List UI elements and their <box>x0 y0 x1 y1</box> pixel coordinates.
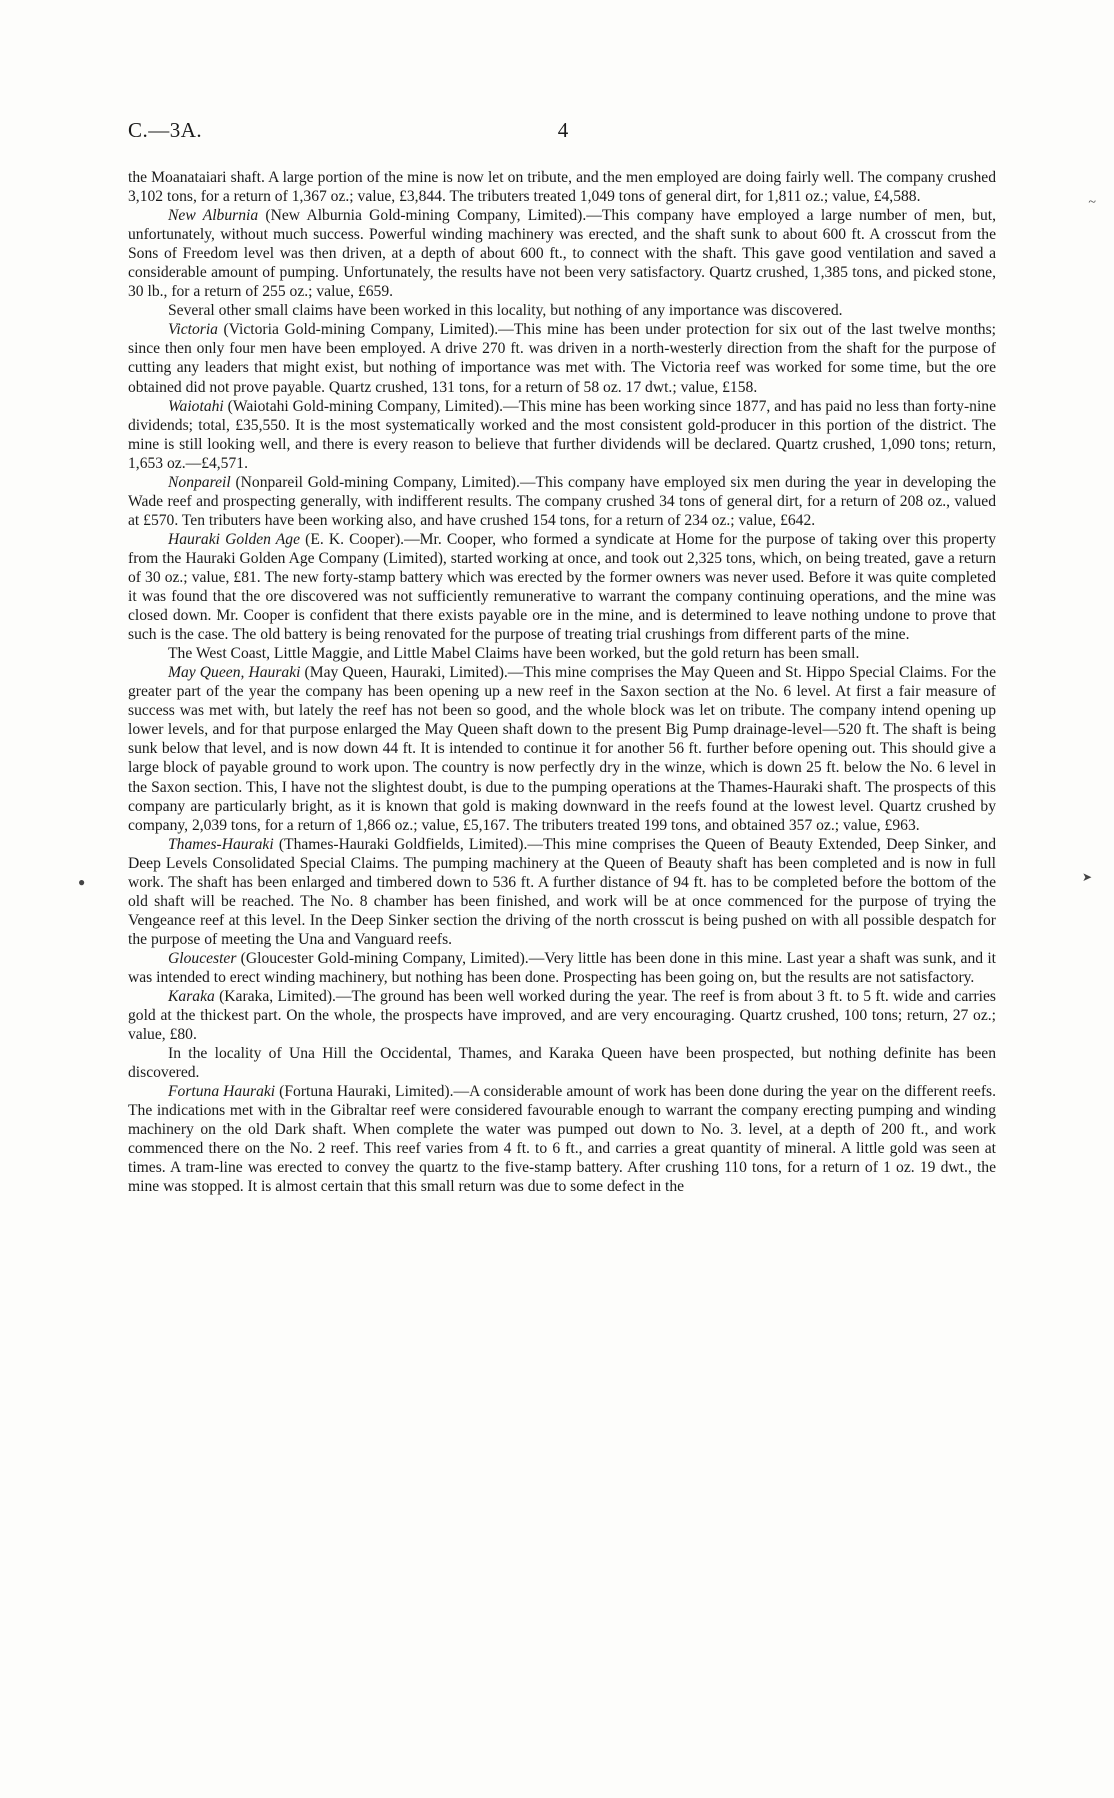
body-text <box>128 168 996 1197</box>
paragraph-gloucester: Gloucester (Gloucester Gold-mining Company, Limited).—Very little has been done in this mine. Last year a shaft was sunk, and it was intended to erect winding machinery, but nothing has been done. Prospecting has been going on, but the results are not satisfactory. <box>128 949 996 986</box>
page-header <box>128 118 998 148</box>
mine-name: Fortuna Hauraki <box>168 1083 276 1101</box>
paragraph-victoria: Victoria (Victoria Gold-mining Company, Limited).—This mine has been under protection for six out of the last twelve months; since then only four men have been employed. A drive 270 ft. was driven in a north-westerly direction from the shaft for the purpose of cutting any leaders that might exist, but nothing of importance was met with. The Victoria reef was worked for some time, but the ore obtained did not prove payable. Quartz crushed, 131 tons, for a return of 58 oz. 17 dwt.; value, £158. <box>128 321 996 396</box>
margin-dash-mark: ~ <box>1088 195 1096 210</box>
paragraph-west-coast: The West Coast, Little Maggie, and Little Mabel Claims have been worked, but the gold return has been small. <box>168 645 860 663</box>
paragraph-una-hill: In the locality of Una Hill the Occidental, Thames, and Karaka Queen have been prospected, but nothing definite has been discovered. <box>128 1045 996 1082</box>
paragraph-karaka: Karaka (Karaka, Limited).—The ground has been well worked during the year. The reef is from about 3 ft. to 5 ft. wide and carries gold at the thickest part. On the whole, the prospects have improved, and are very encouraging. Quartz crushed, 100 tons; return, 27 oz.; value, £80. <box>128 988 996 1044</box>
mine-name: Karaka <box>168 988 215 1006</box>
paragraph-nonpareil: Nonpareil (Nonpareil Gold-mining Company, Limited).—This company have employed six men during the year in developing the Wade reef and prospecting generally, with indifferent results. The company crushed 34 tons of general dirt, for a return of 208 oz., valued at £570. Ten tributers have been working also, and have crushed 154 tons, for a return of 234 oz.; value, £642. <box>128 473 996 529</box>
margin-arrow-mark: ➤ <box>1081 870 1092 884</box>
paragraph-hauraki-golden-age: Hauraki Golden Age (E. K. Cooper).—Mr. Cooper, who formed a syndicate at Home for the purpose of taking over this property from the Hauraki Golden Age Company (Limited), started working at once, and took out 2,325 tons, which, on being treated, gave a return of 30 oz.; value, £81. The new forty-stamp battery which was erected by the former owners was never used. Before it was quite completed it was found that the ore discovered was not sufficiently remunerative to warrant the company continuing operations, and the mine was closed down. Mr. Cooper is confident that there exists payable ore in the mine, and is determined to leave nothing undone to prove that such is the case. The old battery is being renovated for the purpose of treating trial crushings from different parts of the mine. <box>128 530 996 644</box>
margin-dot-mark: ● <box>78 875 86 889</box>
document-reference: C.—3A. <box>128 118 203 142</box>
paragraph-thames-hauraki: Thames-Hauraki (Thames-Hauraki Goldfields, Limited).—This mine comprises the Queen of Beauty Extended, Deep Sinker, and Deep Levels Consolidated Special Claims. The pumping machinery at the Queen of Beauty shaft has been completed and is now in full work. The shaft has been enlarged and timbered down to 536 ft. A further distance of 94 ft. has to be completed before the bottom of the old shaft will be reached. The No. 8 chamber has been finished, and work will be at once commenced for the purpose of trying the Vengeance reef at this level. In the Deep Sinker section the driving of the north crosscut is being pushed on with all possible despatch for the purpose of meeting the Una and Vanguard reefs. <box>128 835 996 948</box>
mine-name: Thames-Hauraki <box>168 835 274 853</box>
mine-name: Gloucester <box>168 949 237 967</box>
page-number: 4 <box>557 118 569 142</box>
mine-name: New Alburnia <box>168 207 259 225</box>
paragraph-small-claims: Several other small claims have been worked in this locality, but nothing of any importance was discovered. <box>168 302 843 320</box>
mine-name: Victoria <box>168 321 218 339</box>
mine-name: Waiotahi <box>168 397 224 415</box>
mine-name: Hauraki Golden Age <box>168 530 301 548</box>
mine-name: Nonpareil <box>168 473 231 491</box>
paragraph-waiotahi: Waiotahi (Waiotahi Gold-mining Company, Limited).—This mine has been working since 1877, and has paid no less than forty-nine dividends; total, £35,550. It is the most systematically worked and the most consistent gold-producer in this portion of the district. The mine is still looking well, and there is every reason to believe that further dividends will be declared. Quartz crushed, 1,090 tons; return, 1,653 oz.—£4,571. <box>128 397 996 472</box>
paragraph-moanataiari: the Moanataiari shaft. A large portion of the mine is now let on tribute, and the men employed are doing fairly well. The company crushed 3,102 tons, for a return of 1,367 oz.; value, £3,844. The tributers treated 1,049 tons of general dirt, for 1,811 oz.; value, £4,588. <box>128 169 996 206</box>
paragraph-fortuna-hauraki: Fortuna Hauraki (Fortuna Hauraki, Limited).—A considerable amount of work has been done during the year on the different reefs. The indications met with in the Gibraltar reef were considered favourable enough to warrant the company erecting pumping and winding machinery on the old Dark shaft. When complete the water was pumped out down to No. 3. level, at a depth of 200 ft., and work commenced there on the No. 2 reef. This reef varies from 4 ft. to 6 ft., and carries a great quantity of mineral. A little gold was seen at times. A tram-line was erected to convey the quartz to the five-stamp battery. After crushing 110 tons, for a return of 1 oz. 19 dwt., the mine was stopped. It is almost certain that this small return was due to some defect in the <box>128 1083 996 1196</box>
paragraph-new-alburnia: New Alburnia (New Alburnia Gold-mining Company, Limited).—This company have employed a large number of men, but, unfortunately, without much success. Powerful winding machinery was erected, and the shaft sunk to about 600 ft. A crosscut from the Sons of Freedom level was then driven, at a depth of about 600 ft., to connect with the shaft. This gave good ventilation and saved a considerable amount of pumping. Unfortunately, the results have not been very satisfactory. Quartz crushed, 1,385 tons, and picked stone, 30 lb., for a return of 255 oz.; value, £659. <box>128 207 996 301</box>
paragraph-may-queen: May Queen, Hauraki (May Queen, Hauraki, Limited).—This mine comprises the May Queen and St. Hippo Special Claims. For the greater part of the year the company has been opening up a new reef in the Saxon section at the No. 6 level. At first a fair measure of success was met with, but lately the reef has not been so good, and the whole block was let on tribute. The company intend opening up lower levels, and for that purpose enlarged the May Queen shaft down to the present Big Pump drainage-level—520 ft. The shaft is being sunk below that level, and is now down 44 ft. It is intended to continue it for another 56 ft. further before opening out. This should give a large block of payable ground to work upon. The country is now perfectly dry in the winze, which is down 25 ft. below the No. 6 level in the Saxon section. This, I have not the slightest doubt, is due to the pumping operations at the Thames-Hauraki shaft. The prospects of this company are particularly bright, as it is known that gold is making downward in the reefs found at the lowest level. Quartz crushed by company, 2,039 tons, for a return of 1,866 oz.; value, £5,167. The tributers treated 199 tons, and obtained 357 oz.; value, £963. <box>128 664 997 834</box>
mine-name: May Queen, Hauraki <box>168 664 301 682</box>
